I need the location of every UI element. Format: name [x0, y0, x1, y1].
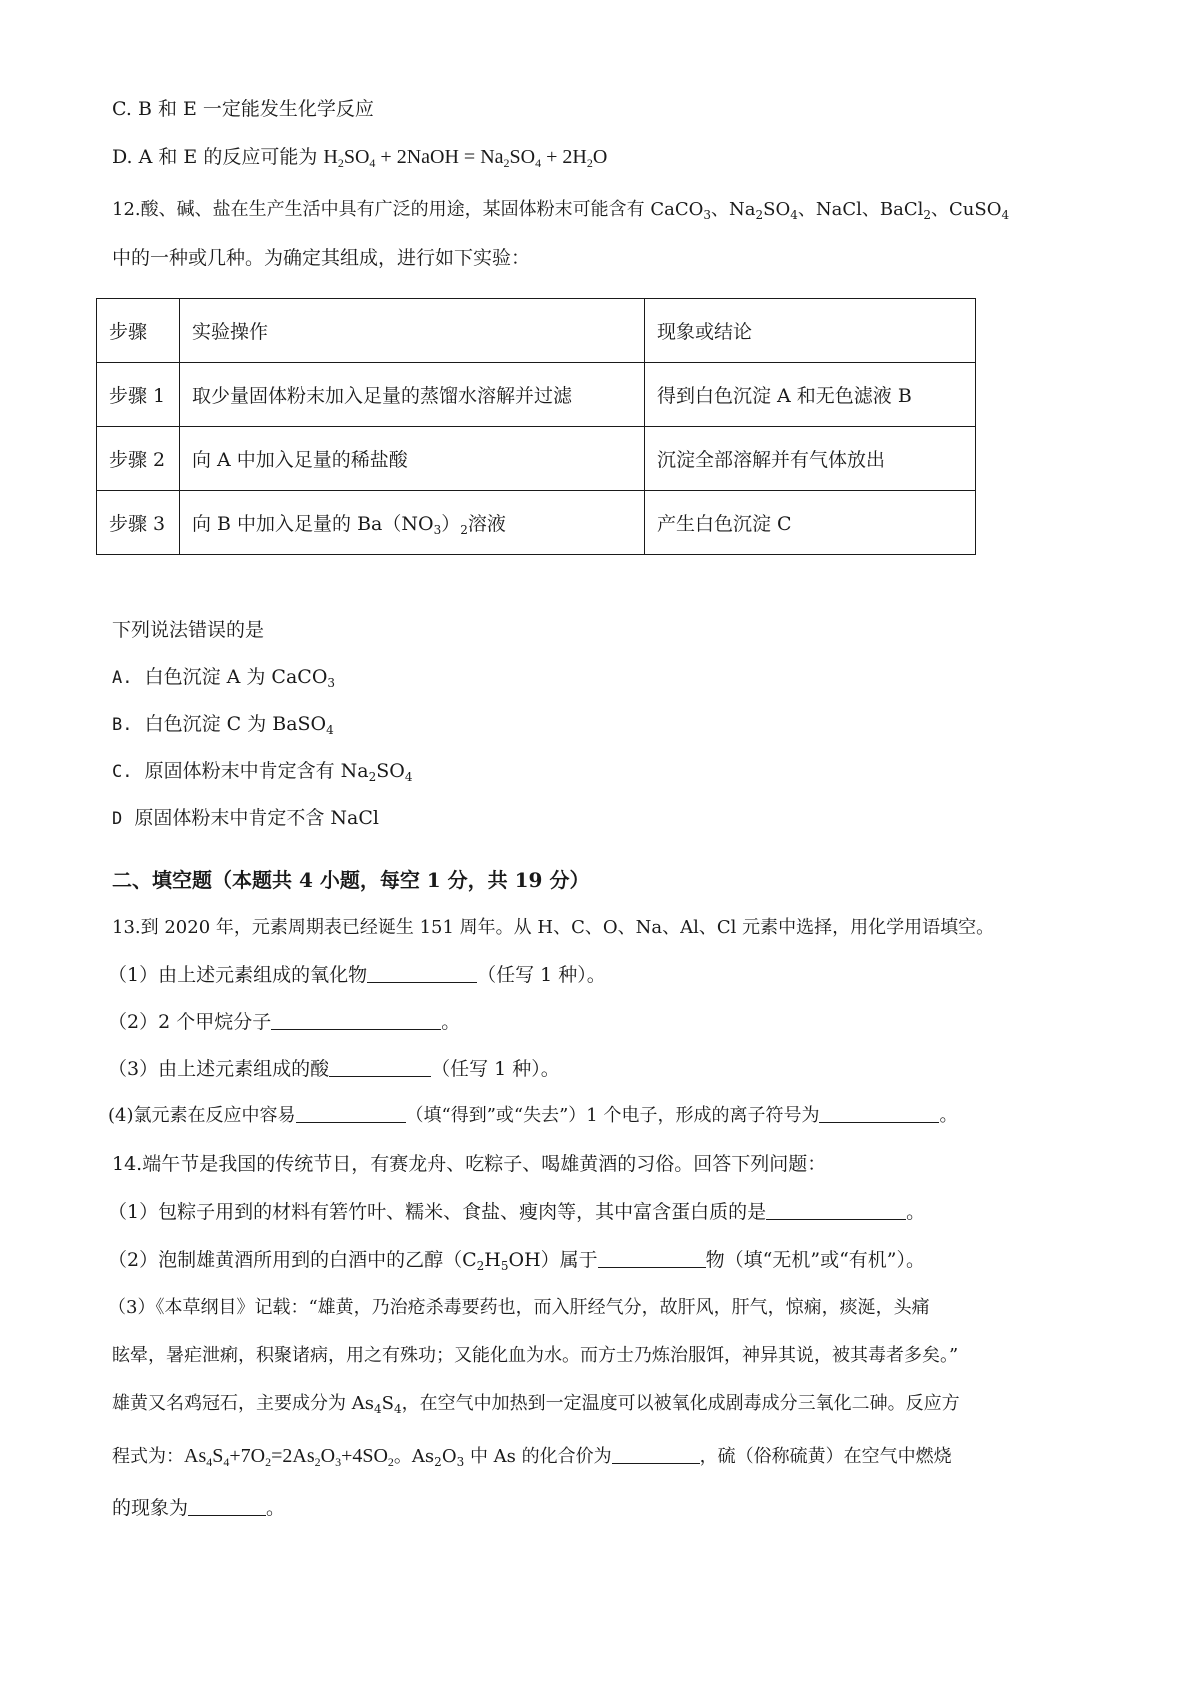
q11-option-d: D. A 和 E 的反应可能为 $H_2SO_4$ + 2NaOH = $Na_2SO_4 + 2H_2O$	[112, 146, 608, 170]
table-header-row	[97, 299, 976, 363]
q12-option-b: B. 白色沉淀 C 为 BaSO$_4$	[112, 713, 334, 737]
cell-operation: 向 A 中加入足量的稀盐酸	[180, 427, 645, 491]
answer-blank[interactable]	[367, 962, 477, 983]
q12-prompt: 下列说法错误的是	[112, 619, 265, 641]
table-row	[97, 491, 976, 555]
table-row	[97, 427, 976, 491]
header-step: 步骤	[97, 299, 180, 363]
q11-equation: $H_2SO_4$ + 2NaOH = $Na_2SO_4 + 2H_2O$	[323, 146, 608, 170]
table-row	[97, 363, 976, 427]
q14-part2: （2）泡制雄黄酒所用到的白酒中的乙醇$(C_2H_5OH)$属于 物（填“无机”或“有机”）。	[108, 1249, 926, 1273]
q14-part3-line3: 雄黄又名鸡冠石，主要成分为 $As_4S_4$，在空气中加热到一定温度可以被氧化成剧毒成分三氧化二砷。反应方	[112, 1393, 960, 1416]
answer-blank[interactable]	[271, 1009, 441, 1030]
answer-blank[interactable]	[598, 1247, 706, 1268]
answer-blank[interactable]	[188, 1495, 266, 1516]
q14-part3-line1: （3）《本草纲目》记载：“雄黄，乃治疮杀毒要药也，而入肝经气分，故肝风，肝气，惊痫，痰涎，头痛	[108, 1297, 930, 1318]
cell-step: 步骤 1	[97, 363, 180, 427]
cell-result: 产生白色沉淀 C	[645, 491, 976, 555]
answer-blank[interactable]	[612, 1443, 700, 1464]
cell-result: 沉淀全部溶解并有气体放出	[645, 427, 976, 491]
experiment-table	[96, 298, 976, 555]
q11-option-c: C. B 和 E 一定能发生化学反应	[112, 98, 374, 120]
q14-part3-line4: 程式为：$As_4S_4+7O_2=2As_2O_3+4SO_2$。$As_2O_3$ 中 As 的化合价为 ，硫（俗称硫黄）在空气中燃烧	[112, 1445, 952, 1469]
q13-part4: (4)氯元素在反应中容易 （填“得到”或“失去”）1 个电子，形成的离子符号为 。	[108, 1102, 957, 1130]
q13-stem: 13.到 2020 年，元素周期表已经诞生 151 周年。从 H、C、O、Na、Al、Cl 元素中选择，用化学用语填空。	[112, 917, 995, 938]
header-result: 现象或结论	[645, 299, 976, 363]
cell-operation: 向 B 中加入足量的 $Ba(NO_3)_2$溶液	[180, 491, 645, 555]
header-operation: 实验操作	[180, 299, 645, 363]
q12-option-d: D 原固体粉末中肯定不含 NaCl	[112, 807, 379, 829]
q14-stem: 14.端午节是我国的传统节日，有赛龙舟、吃粽子、喝雄黄酒的习俗。回答下列问题：	[112, 1153, 827, 1175]
answer-blank[interactable]	[296, 1102, 406, 1123]
q14-part3-line2: 眩晕，暑疟泄痢，积聚诸病，用之有殊功；又能化血为水。而方士乃炼治服饵，神异其说，被其毒者多矣。”	[112, 1345, 959, 1366]
q12-option-c: C. 原固体粉末中肯定含有 $Na_2SO_4$	[112, 760, 413, 784]
q14-part1: （1）包粽子用到的材料有箬竹叶、糯米、食盐、瘦肉等，其中富含蛋白质的是 。	[108, 1201, 926, 1223]
q13-part1: （1）由上述元素组成的氧化物 （任写 1 种）。	[108, 964, 606, 986]
q14-part3-line5: 的现象为 。	[112, 1497, 286, 1519]
q12-option-a: A. 白色沉淀 A 为 CaCO$_3$	[112, 666, 336, 690]
section-heading: 二、填空题（本题共 4 小题，每空 1 分，共 19 分）	[112, 868, 590, 892]
q13-part3: （3）由上述元素组成的酸 （任写 1 种）。	[108, 1058, 560, 1080]
answer-blank[interactable]	[329, 1056, 431, 1077]
q12-stem-line2: 中的一种或几种。为确定其组成，进行如下实验：	[112, 247, 531, 269]
cell-step: 步骤 3	[97, 491, 180, 555]
cell-step: 步骤 2	[97, 427, 180, 491]
cell-operation: 取少量固体粉末加入足量的蒸馏水溶解并过滤	[180, 363, 645, 427]
cell-result: 得到白色沉淀 A 和无色滤液 B	[645, 363, 976, 427]
q13-part2: （2）2 个甲烷分子 。	[108, 1011, 461, 1033]
q12-stem-line1: 12.酸、碱、盐在生产生活中具有广泛的用途，某固体粉末可能含有 CaCO$_3$、$Na_2SO_4$、NaCl、BaCl$_2$、CuSO$_4$	[112, 199, 1010, 222]
arsenic-equation: $As_4S_4+7O_2=2As_2O_3+4SO_2$	[184, 1445, 394, 1469]
answer-blank[interactable]	[766, 1199, 906, 1220]
answer-blank[interactable]	[819, 1102, 939, 1123]
